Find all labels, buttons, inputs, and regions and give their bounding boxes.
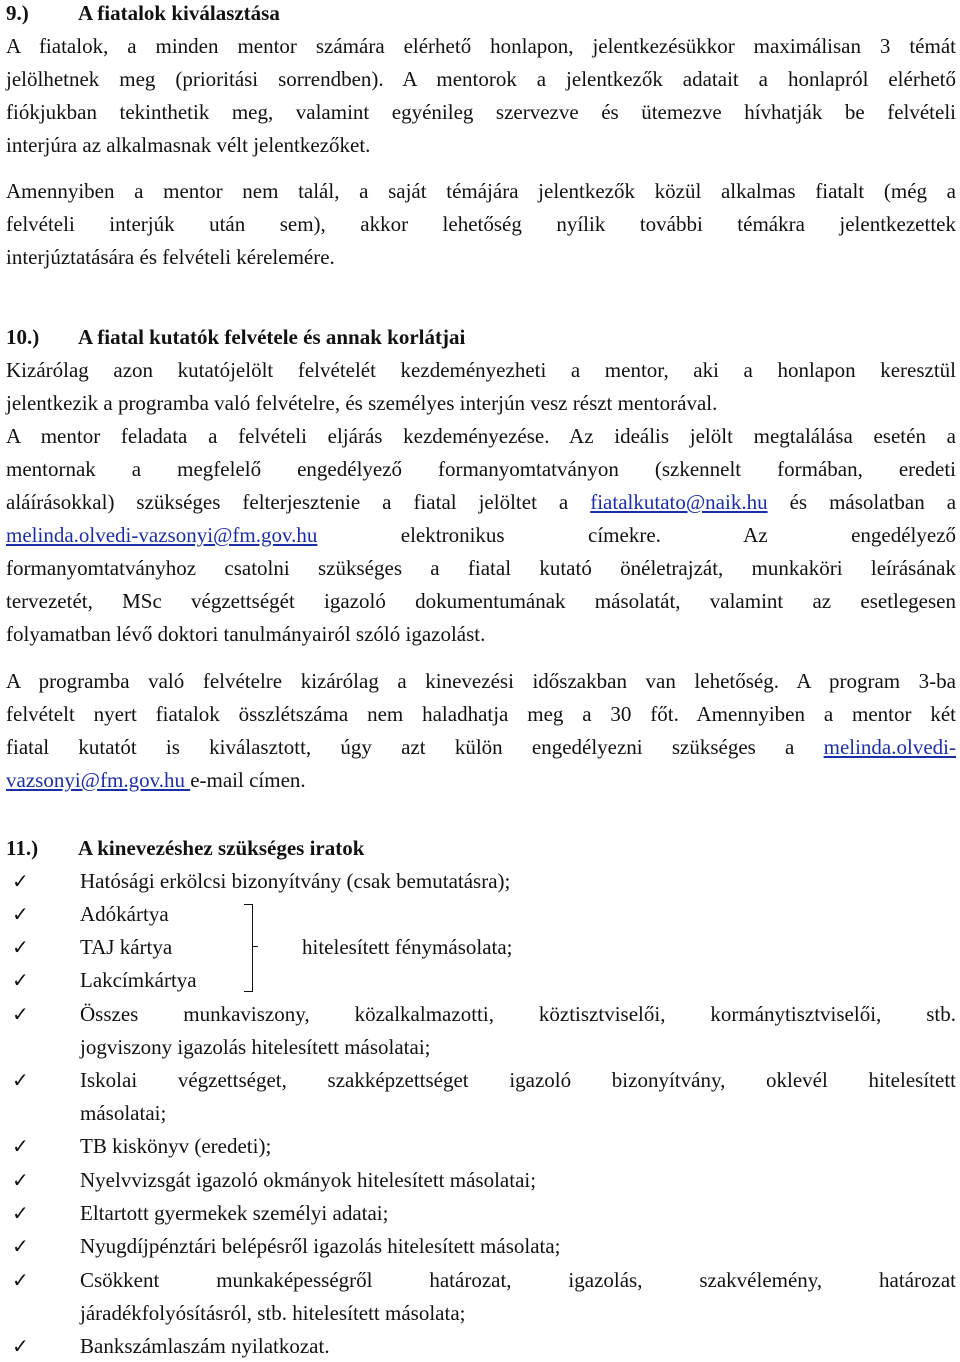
list-item: Lakcímkártya [80, 968, 197, 992]
check-icon: ✓ [12, 1168, 29, 1192]
paragraph-line: A mentor feladata a felvételi eljárás kezdeményezése. Az ideális jelölt megtalálása esetén a [6, 424, 956, 448]
paragraph-line: mentornak a megfelelő engedélyező formanyomtatványon (szkennelt formában, eredeti [6, 457, 956, 481]
bracket-note: hitelesített fénymásolata; [302, 935, 513, 959]
list-item-continuation: járadékfolyósításról, stb. hitelesített másolata; [80, 1301, 466, 1325]
section-title: A fiatal kutatók felvétele és annak korlátjai [78, 325, 466, 349]
paragraph-line: jelentkezik a programba való felvételre, és személyes interjún vesz részt mentorával. [6, 391, 718, 415]
paragraph-line [6, 489, 956, 515]
paragraph-line: Amennyiben a mentor nem talál, a saját témájára jelentkezők közül alkalmas fiatalt (még a [6, 179, 956, 203]
paragraph-line [6, 767, 306, 793]
bracket-tick [252, 946, 258, 947]
bracket-divider [244, 904, 253, 992]
paragraph-line: interjúra az alkalmasnak vélt jelentkezőket. [6, 133, 371, 157]
paragraph-line: jelölhetnek meg (prioritási sorrendben). A mentorok a jelentkezők adatait a honlapról elérhető [6, 67, 956, 91]
list-item: Adókártya [80, 902, 169, 926]
section-9-heading [6, 0, 280, 26]
check-icon: ✓ [12, 1268, 29, 1292]
list-item: Iskolai végzettséget, szakképzettséget igazoló bizonyítvány, oklevél hitelesített [80, 1068, 956, 1092]
check-icon: ✓ [12, 902, 29, 926]
list-item: Nyelvvizsgát igazoló okmányok hitelesített másolatai; [80, 1168, 537, 1192]
paragraph-line: fiókjukban tekinthetik meg, valamint egyénileg szervezve és ütemezve hívhatják be felvételi [6, 100, 956, 124]
check-icon: ✓ [12, 968, 29, 992]
section-number: 10.) [6, 325, 40, 349]
email-link-melinda[interactable]: melinda.olvedi-vazsonyi@fm.gov.hu [6, 523, 318, 547]
list-item: Nyugdíjpénztári belépésről igazolás hitelesített másolata; [80, 1234, 561, 1258]
section-number: 11.) [6, 836, 39, 860]
check-icon: ✓ [12, 1134, 29, 1158]
list-item: TAJ kártya [80, 935, 173, 959]
paragraph-line [6, 522, 956, 548]
check-icon: ✓ [12, 1234, 29, 1258]
section-11-heading [6, 835, 364, 861]
paragraph-line: Kizárólag azon kutatójelölt felvételét kezdeményezheti a mentor, aki a honlapon keresztül [6, 358, 956, 382]
paragraph-line: A fiatalok, a minden mentor számára elérhető honlapon, jelentkezésükkor maximálisan 3 témát [6, 34, 956, 58]
email-link-fiatalkutato[interactable]: fiatalkutato@naik.hu [590, 490, 768, 514]
check-icon: ✓ [12, 1334, 29, 1358]
section-title: A kinevezéshez szükséges iratok [78, 836, 365, 860]
text-span: és másolatban a [789, 490, 957, 514]
list-item: Eltartott gyermekek személyi adatai; [80, 1201, 389, 1225]
paragraph-line [6, 734, 956, 760]
check-icon: ✓ [12, 1201, 29, 1225]
list-item: Csökkent munkaképességről határozat, igazolás, szakvélemény, határozat [80, 1268, 956, 1292]
text-span: e-mail címen. [190, 768, 306, 792]
email-link-melinda-part1[interactable]: melinda.olvedi- [823, 735, 956, 759]
list-item: Bankszámlaszám nyilatkozat. [80, 1334, 330, 1358]
check-icon: ✓ [12, 935, 29, 959]
list-item: Hatósági erkölcsi bizonyítvány (csak bemutatásra); [80, 869, 511, 893]
paragraph-line: folyamatban lévő doktori tanulmányairól szóló igazolást. [6, 622, 486, 646]
check-icon: ✓ [12, 869, 29, 893]
text-span: fiatal kutatót is kiválasztott, úgy azt külön engedélyezni szükséges a [6, 735, 795, 759]
paragraph-line: A programba való felvételre kizárólag a kinevezési időszakban van lehetőség. A program 3-ba [6, 669, 956, 693]
list-item: Összes munkaviszony, közalkalmazotti, köztisztviselői, kormánytisztviselői, stb. [80, 1002, 956, 1026]
section-10-heading [6, 324, 465, 350]
text-span: aláírásokkal) szükséges felterjesztenie a fiatal jelöltet a [6, 490, 569, 514]
paragraph-line: felvételi interjúk után sem), akkor lehetőség nyílik további témákra jelentkezettek [6, 212, 956, 236]
list-item-continuation: jogviszony igazolás hitelesített másolatai; [80, 1035, 431, 1059]
section-title: A fiatalok kiválasztása [78, 1, 280, 25]
check-icon: ✓ [12, 1068, 29, 1092]
paragraph-line: tervezetét, MSc végzettségét igazoló dokumentumának másolatát, valamint az esetlegesen [6, 589, 956, 613]
paragraph-line: interjúztatására és felvételi kérelemére. [6, 245, 335, 269]
check-icon: ✓ [12, 1002, 29, 1026]
text-span: elektronikus címekre. Az engedélyező [400, 523, 957, 547]
section-number: 9.) [6, 1, 29, 25]
paragraph-line: felvételt nyert fiatalok összlétszáma nem haladhatja meg a 30 főt. Amennyiben a mentor két [6, 702, 956, 726]
list-item-continuation: másolatai; [80, 1101, 167, 1125]
list-item: TB kiskönyv (eredeti); [80, 1134, 272, 1158]
paragraph-line: formanyomtatványhoz csatolni szükséges a fiatal kutató önéletrajzát, munkaköri leírásának [6, 556, 956, 580]
email-link-melinda-part2[interactable]: vazsonyi@fm.gov.hu [6, 768, 191, 792]
